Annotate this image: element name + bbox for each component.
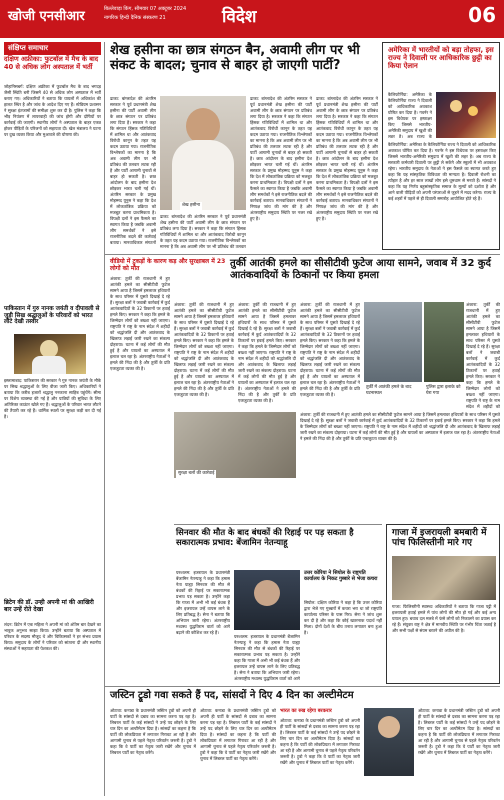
left-headline-2: पाकिस्तान में गुरु नानक जयंती व दीपावली से जुड़ी सिख श्रद्धालुओं के परिवारों को भारत लौटे देखी तस्वीर [4, 306, 100, 326]
netanyahu-photo [234, 570, 300, 630]
trudeau-article-col1: ओटावा: कनाडा के प्रधानमंत्री जस्टिन ट्रूडो को अपनी ही पार्टी के सांसदों से दबाव का सामना करना पड़ रहा है। लिबरल पार्टी के कई सांसदों ने उन्हें पद छोड़ने के लिए चार दिन का अल्टीमेटम दिया है। सांसदों का कहना है कि पार्टी की लोकप्रियता में लगातार गिरावट आ रही है और आगामी चुनाव से पहले नेतृत्व परिवर्तन जरूरी है। ट्रूडो ने कहा कि वे पार्टी का नेतृत्व जारी रखेंगे और चुनाव में लिबरल पार्टी का नेतृत्व करेंगे। [110, 708, 196, 755]
gaza-headline: गाजा में इजरायली बमबारी में पांच फिलिस्तीनी मारे गए [392, 528, 487, 549]
trudeau-article-col3: ओटावा: कनाडा के प्रधानमंत्री जस्टिन ट्रूडो को अपनी ही पार्टी के सांसदों से दबाव का सामना करना पड़ रहा है। लिबरल पार्टी के कई सांसदों ने उन्हें पद छोड़ने के लिए चार दिन का अल्टीमेटम दिया है। सांसदों का कहना है कि पार्टी की लोकप्रियता में लगातार गिरावट आ रही है और आगामी चुनाव से पहले नेतृत्व परिवर्तन जरूरी है। ट्रूडो ने कहा कि वे पार्टी का नेतृत्व जारी रखेंगे और चुनाव में लिबरल पार्टी का नेतृत्व करेंगे। [280, 718, 360, 765]
issue-date: बिल्लेवाड़ा किंग, सीमवार 07 अक्टूबर 2024 [104, 6, 187, 12]
terror-caption-2: पुलिस द्वारा इलाके को घेरा गया [424, 384, 464, 398]
newspaper-brand: खोजी एनसीआर [8, 9, 85, 24]
left-headline-1: दक्षिण अफ्रीका: फुटबॉल में मैच के बाद 40 से अधिक लोग अस्पताल में भर्ती [4, 55, 99, 71]
section-rule-2 [174, 524, 382, 525]
lead-article-col2: ढाका: बांग्लादेश की अंतरिम सरकार ने पूर्व प्रधानमंत्री शेख हसीना की पार्टी अवामी लीग के छात्र संगठन पर प्रतिबंध लगा दिया है। सरकार ने कहा कि संगठन हिंसक गतिविधियों में शामिल था और आतंकवाद विरोधी कानून के तहत यह कदम उठाया गया। राजनीतिक विश्लेषकों का मानना है कि अब अवामी लीग पर भी प्रतिबंध की तलवार [160, 214, 246, 249]
terror-intro-article: अंकारा: तुर्की की राजधानी में हुए आतंकी हमले का सीसीटीवी फुटेज सामने आया है जिसमें हमलावर हथियारों के साथ परिसर में घुसते दिखाई दे रहे हैं। सुरक्षा बलों ने जवाबी कार्रवाई में कुर्द आतंकवादियों के 32 ठिकानों पर हवाई हमले किए। सरकार ने कहा कि हमले के जिम्मेदार लोगों को बख्शा नहीं जाएगा। राष्ट्रपति ने राष्ट्र के नाम संदेश में शहीदों को श्रद्धांजलि दी और आतंकवाद के खिलाफ लड़ाई जारी रखने का संकल्प दोहराया। घटना में कई लोगों की मौत हुई है और घायलों का अस्पताल में इलाज चल रहा है। अंतरराष्ट्रीय नेताओं ने हमले की निंदा की है और तुर्की के प्रति एकजुटता व्यक्त की है। [110, 276, 170, 371]
terror-article-col1: अंकारा: तुर्की की राजधानी में हुए आतंकी हमले का सीसीटीवी फुटेज सामने आया है जिसमें हमलावर हथियारों के साथ परिसर में घुसते दिखाई दे रहे हैं। सुरक्षा बलों ने जवाबी कार्रवाई में कुर्द आतंकवादियों के 32 ठिकानों पर हवाई हमले किए। सरकार ने कहा कि हमले के जिम्मेदार लोगों को बख्शा नहीं जाएगा। राष्ट्रपति ने राष्ट्र के नाम संदेश में शहीदों को श्रद्धांजलि दी और आतंकवाद के खिलाफ लड़ाई जारी रखने का संकल्प दोहराया। घटना में कई लोगों की मौत हुई है और घायलों का अस्पताल में इलाज चल रहा है। अंतरराष्ट्रीय नेताओं ने हमले की निंदा की है और तुर्की के प्रति एकजुटता व्यक्त की है। [174, 302, 234, 397]
trudeau-headline: जस्टिन ट्रूडो गवा सकते हैं पद, सांसदों ने दिए 4 दिन का अल्टीमेटम [110, 690, 354, 701]
lead-photo [160, 96, 246, 210]
diya-light-shape-2 [468, 106, 478, 116]
lead-article-col3: ढाका: बांग्लादेश की अंतरिम सरकार ने पूर्व प्रधानमंत्री शेख हसीना की पार्टी अवामी लीग के छात्र संगठन पर प्रतिबंध लगा दिया है। सरकार ने कहा कि संगठन हिंसक गतिविधियों में शामिल था और आतंकवाद विरोधी कानून के तहत यह कदम उठाया गया। राजनीतिक विश्लेषकों का मानना है कि अब अवामी लीग पर भी प्रतिबंध की तलवार लटक रही है और पार्टी आगामी चुनावों से बाहर हो सकती है। छात्र आंदोलन के बाद हसीना देश छोड़कर भारत चली गई थीं। अंतरिम सरकार के प्रमुख मोहम्मद यूनुस ने कहा कि देश में लोकतांत्रिक प्रक्रिया को मजबूत करना प्राथमिकता है। विपक्षी दलों ने इस फैसले का स्वागत किया है जबकि अवामी लीग समर्थकों ने इसे राजनीतिक बदले की कार्रवाई बताया। मानवाधिकार संगठनों ने निष्पक्ष जांच की मांग की है और अंतरराष्ट्रीय समुदाय स्थिति पर नजर रखे हुए है। [250, 96, 312, 221]
left-headline-3: ब्रिटेन की डॉ. उन्ही अपनी मां की आखिरी बार उन्हें रोते देखा [4, 599, 94, 613]
terror-caption-3: सुरक्षा बलों की कार्रवाई [178, 471, 215, 476]
lead-photo-face [186, 108, 220, 144]
section-rule-3 [104, 686, 500, 687]
terror-caption-1: तुर्की में आतंकी हमले के बाद घटनास्थल [364, 384, 422, 398]
korea-headline: उत्तर कोरिया ने सियोल के राष्ट्रपति कार्यालय के निकट गुब्बारे से भेजा कचरा [304, 570, 378, 582]
edition-line: नागरिक हिन्दी दैनिक संस्करण 21 [104, 15, 166, 21]
terror-photo-2 [424, 302, 464, 382]
diya-light-shape [450, 100, 462, 112]
terror-photo-1 [364, 302, 422, 382]
gaza-photo [392, 556, 496, 600]
netanyahu-headline: सिनवार की मौत के बाद बंधकों की रिहाई पर पड़ सकता है सकारात्मक प्रभाव: बेंजामिन नेतन्याहू [176, 527, 354, 547]
trudeau-article-col4: ओटावा: कनाडा के प्रधानमंत्री जस्टिन ट्रूडो को अपनी ही पार्टी के सांसदों से दबाव का सामना करना पड़ रहा है। लिबरल पार्टी के कई सांसदों ने उन्हें पद छोड़ने के लिए चार दिन का अल्टीमेटम दिया है। सांसदों का कहना है कि पार्टी की लोकप्रियता में लगातार गिरावट आ रही है और आगामी चुनाव से पहले नेतृत्व परिवर्तन जरूरी है। ट्रूडो ने कहा कि वे पार्टी का नेतृत्व जारी रखेंगे और चुनाव में लिबरल पार्टी का नेतृत्व करेंगे। [418, 708, 500, 755]
netanyahu-article: यरुशलम: इजरायल के प्रधानमंत्री बेंजामिन नेतन्याहू ने कहा कि हमास नेता याह्या सिनवार की मौत से बंधकों की रिहाई पर सकारात्मक प्रभाव पड़ सकता है। उन्होंने कहा कि गाजा में अभी भी कई बंधक हैं और इजरायल उन्हें वापस लाने के लिए प्रतिबद्ध है। सेना ने बताया कि अभियान जारी रहेगा। अंतरराष्ट्रीय मध्यस्थ युद्धविराम वार्ता को आगे बढ़ाने की कोशिश कर रहे हैं। [176, 570, 230, 635]
lead-headline: शेख हसीना का छात्र संगठन बैन, अवामी लीग पर भी संकट के बादल; चुनाव से बाहर हो जाएगी पार्टी? [110, 43, 360, 73]
netanyahu-face-shape [254, 580, 280, 606]
brief-news-label: संक्षिप्त समाचार [4, 42, 101, 55]
left-article-3: लंदन: ब्रिटेन में एक महिला ने अपनी मां को अंतिम बार देखने का भावुक अनुभव साझा किया। उन्होंने बताया कि अस्पताल में परिवार के सदस्य मौजूद थे और चिकित्सकों ने हर संभव प्रयास किया। समुदाय के लोगों ने परिवार को सांत्वना दी और स्थानीय संस्थाओं ने सहायता की पेशकश की। [4, 622, 101, 651]
trudeau-face-shape [378, 716, 400, 738]
terror-article-col4: अंकारा: तुर्की की राजधानी में हुए आतंकी हमले का सीसीटीवी फुटेज सामने आया है जिसमें हमलावर हथियारों के साथ परिसर में घुसते दिखाई दे रहे हैं। सुरक्षा बलों ने जवाबी कार्रवाई में कुर्द आतंकवादियों के 32 ठिकानों पर हवाई हमले किए। सरकार ने कहा कि हमले के जिम्मेदार लोगों को बख्शा नहीं जाएगा। राष्ट्रपति ने राष्ट्र के नाम संदेश में शहीदों को [466, 302, 500, 409]
terror-article-col3: अंकारा: तुर्की की राजधानी में हुए आतंकी हमले का सीसीटीवी फुटेज सामने आया है जिसमें हमलावर हथियारों के साथ परिसर में घुसते दिखाई दे रहे हैं। सुरक्षा बलों ने जवाबी कार्रवाई में कुर्द आतंकवादियों के 32 ठिकानों पर हवाई हमले किए। सरकार ने कहा कि हमले के जिम्मेदार लोगों को बख्शा नहीं जाएगा। राष्ट्रपति ने राष्ट्र के नाम संदेश में शहीदों को श्रद्धांजलि दी और आतंकवाद के खिलाफ लड़ाई जारी रखने का संकल्प दोहराया। घटना में कई लोगों की मौत हुई है और घायलों का अस्पताल में इलाज चल रहा है। अंतरराष्ट्रीय नेताओं ने हमले की निंदा की है और तुर्की के प्रति एकजुटता व्यक्त की है। [300, 302, 360, 397]
right-headline: अमेरिका में भारतीयों को बड़ा तोहफा, इस राज्य ने दिवाली पर आधिकारिक छुट्टी का किया ऐलान [388, 46, 494, 71]
terror-photo-3 [174, 412, 296, 478]
trudeau-subhead: भारत का रुख रहेगा बरकरार [280, 708, 332, 714]
terror-headline: तुर्की आतंकी हमले का सीसीटीवी फुटेज आया सामने, जवाब में 32 कुर्द आतंकवादियों के ठिकानों पर किया हमला [230, 258, 491, 281]
right-article: कैलिफोर्निया: अमेरिका के कैलिफोर्निया राज्य ने दिवाली को आधिकारिक अवकाश घोषित कर दिया है। गवर्नर ने इस विधेयक पर हस्ताक्षर किए जिससे भारतीय-अमेरिकी समुदाय में खुशी की लहर है। अब राज्य के सरकारी कर्मचारी दिवाली पर छुट्टी ले सकेंगे और स्कूलों में भी अवकाश रहेगा। भारतीय समुदाय के नेताओं ने इस फैसले का स्वागत करते हुए कहा कि यह सांस्कृतिक विविधता की मान्यता है। दिवाली रोशनी का त्योहार है और हर साल लाखों लोग इसे धूमधाम से मनाते हैं। सांसदों ने कहा कि यह निर्णय बहुसांस्कृतिक समाज के मूल्यों को दर्शाता है और आने वाली पीढ़ियों को अपनी परंपराओं से जुड़ने में मदद करेगा। राज्य के कई शहरों में पहले से ही दिवाली समारोह आयोजित होते रहे हैं। [388, 142, 496, 201]
section-rule-1 [104, 254, 500, 255]
page-number: 06 [468, 3, 496, 27]
right-photo [436, 92, 496, 138]
netanyahu-article-2: यरुशलम: इजरायल के प्रधानमंत्री बेंजामिन नेतन्याहू ने कहा कि हमास नेता याह्या सिनवार की मौत से बंधकों की रिहाई पर सकारात्मक प्रभाव पड़ सकता है। उन्होंने कहा कि गाजा में अभी भी कई बंधक हैं और इजरायल उन्हें वापस लाने के लिए प्रतिबद्ध है। सेना ने बताया कि अभियान जारी रहेगा। अंतरराष्ट्रीय मध्यस्थ युद्धविराम वार्ता को आगे [234, 634, 300, 681]
left-article-1: जोहानिसबर्ग: दक्षिण अफ्रीका में फुटबॉल मैच के बाद भगदड़ जैसी स्थिति बनी जिसमें 40 से अधिक लोग अस्पताल में भर्ती कराए गए। अधिकारियों ने बताया कि घायलों में अधिकांश की हालत स्थिर है और जांच के आदेश दिए गए हैं। स्टेडियम प्रशासन ने सुरक्षा इंतजामों की समीक्षा शुरू कर दी है। पुलिस ने कहा कि भीड़ नियंत्रण में लापरवाही की जांच होगी और दोषियों पर कार्रवाई की जाएगी। स्थानीय लोगों ने अस्पताल के बाहर एकत्र होकर पीड़ितों के परिजनों को सहायता दी। खेल मंत्रालय ने घटना पर दुख व्यक्त किया और मुआवजे की घोषणा की। [4, 84, 101, 137]
lead-article-col1: ढाका: बांग्लादेश की अंतरिम सरकार ने पूर्व प्रधानमंत्री शेख हसीना की पार्टी अवामी लीग के छात्र संगठन पर प्रतिबंध लगा दिया है। सरकार ने कहा कि संगठन हिंसक गतिविधियों में शामिल था और आतंकवाद विरोधी कानून के तहत यह कदम उठाया गया। राजनीतिक विश्लेषकों का मानना है कि अब अवामी लीग पर भी प्रतिबंध की तलवार लटक रही है और पार्टी आगामी चुनावों से बाहर हो सकती है। छात्र आंदोलन के बाद हसीना देश छोड़कर भारत चली गई थीं। अंतरिम सरकार के प्रमुख मोहम्मद यूनुस ने कहा कि देश में लोकतांत्रिक प्रक्रिया को मजबूत करना प्राथमिकता है। विपक्षी दलों ने इस फैसले का स्वागत किया है जबकि अवामी लीग समर्थकों ने इसे राजनीतिक बदले की कार्रवाई बताया। मानवाधिकार संगठनों [110, 96, 156, 245]
lead-article-col4: ढाका: बांग्लादेश की अंतरिम सरकार ने पूर्व प्रधानमंत्री शेख हसीना की पार्टी अवामी लीग के छात्र संगठन पर प्रतिबंध लगा दिया है। सरकार ने कहा कि संगठन हिंसक गतिविधियों में शामिल था और आतंकवाद विरोधी कानून के तहत यह कदम उठाया गया। राजनीतिक विश्लेषकों का मानना है कि अब अवामी लीग पर भी प्रतिबंध की तलवार लटक रही है और पार्टी आगामी चुनावों से बाहर हो सकती है। छात्र आंदोलन के बाद हसीना देश छोड़कर भारत चली गई थीं। अंतरिम सरकार के प्रमुख मोहम्मद यूनुस ने कहा कि देश में लोकतांत्रिक प्रक्रिया को मजबूत करना प्राथमिकता है। विपक्षी दलों ने इस फैसले का स्वागत किया है जबकि अवामी लीग समर्थकों ने इसे राजनीतिक बदले की कार्रवाई बताया। मानवाधिकार संगठनों ने निष्पक्ष जांच की मांग की है और अंतरराष्ट्रीय समुदाय स्थिति पर नजर रखे हुए है। [316, 96, 378, 221]
left-article-2: इस्लामाबाद: पाकिस्तान की सरकार ने गुरु नानक जयंती के मौके पर सिख श्रद्धालुओं के लिए वीजा जारी किए। अधिकारियों ने बताया कि करीब हजारों श्रद्धालु ननकाना साहिब पहुंचेंगे। सीमा पर विशेष व्यवस्था की गई है और यात्रियों की सुविधा के लिए अतिरिक्त काउंटर खोले गए हैं। श्रद्धालुओं के परिवार भारत लौटने की तैयारी कर रहे हैं। धार्मिक स्थलों पर सुरक्षा कड़ी कर दी गई है। [4, 378, 101, 419]
left-photo [14, 334, 86, 374]
column-divider [104, 42, 105, 796]
terror-article-col2: अंकारा: तुर्की की राजधानी में हुए आतंकी हमले का सीसीटीवी फुटेज सामने आया है जिसमें हमलावर हथियारों के साथ परिसर में घुसते दिखाई दे रहे हैं। सुरक्षा बलों ने जवाबी कार्रवाई में कुर्द आतंकवादियों के 32 ठिकानों पर हवाई हमले किए। सरकार ने कहा कि हमले के जिम्मेदार लोगों को बख्शा नहीं जाएगा। राष्ट्रपति ने राष्ट्र के नाम संदेश में शहीदों को श्रद्धांजलि दी और आतंकवाद के खिलाफ लड़ाई जारी रखने का संकल्प दोहराया। घटना में कई लोगों की मौत हुई है और घायलों का अस्पताल में इलाज चल रहा है। अंतरराष्ट्रीय नेताओं ने हमले की निंदा की है और तुर्की के प्रति एकजुटता व्यक्त की है। [238, 302, 296, 403]
trudeau-article-col2: ओटावा: कनाडा के प्रधानमंत्री जस्टिन ट्रूडो को अपनी ही पार्टी के सांसदों से दबाव का सामना करना पड़ रहा है। लिबरल पार्टी के कई सांसदों ने उन्हें पद छोड़ने के लिए चार दिन का अल्टीमेटम दिया है। सांसदों का कहना है कि पार्टी की लोकप्रियता में लगातार गिरावट आ रही है और आगामी चुनाव से पहले नेतृत्व परिवर्तन जरूरी है। ट्रूडो ने कहा कि वे पार्टी का नेतृत्व जारी रखेंगे और चुनाव में लिबरल पार्टी का नेतृत्व करेंगे। [200, 708, 276, 761]
terror-intro-headline: वीडियो में टुकड़ों के कारण कड़ और सुरक्षाबल में 23 लोगों को मौत [110, 258, 226, 273]
korea-article: सियोल: दक्षिण कोरिया ने कहा है कि उत्तर कोरिया द्वारा भेजे गए गुब्बारों में कचरा भरा था जो राष्ट्रपति कार्यालय परिसर के पास गिरा। सेना ने जांच शुरू कर दी है और कहा कि कोई खतरनाक पदार्थ नहीं मिला। दोनों देशों के बीच तनाव लगातार बना हुआ है। [304, 600, 382, 635]
terror-article-lower: अंकारा: तुर्की की राजधानी में हुए आतंकी हमले का सीसीटीवी फुटेज सामने आया है जिसमें हमलावर हथियारों के साथ परिसर में घुसते दिखाई दे रहे हैं। सुरक्षा बलों ने जवाबी कार्रवाई में कुर्द आतंकवादियों के 32 ठिकानों पर हवाई हमले किए। सरकार ने कहा कि हमले के जिम्मेदार लोगों को बख्शा नहीं जाएगा। राष्ट्रपति ने राष्ट्र के नाम संदेश में शहीदों को श्रद्धांजलि दी और आतंकवाद के खिलाफ लड़ाई जारी रखने का संकल्प दोहराया। घटना में कई लोगों की मौत हुई है और घायलों का अस्पताल में इलाज चल रहा है। अंतरराष्ट्रीय नेताओं ने हमले की निंदा की है और तुर्की के प्रति एकजुटता व्यक्त की है। [300, 412, 500, 441]
section-title: विदेश [222, 7, 257, 27]
lead-photo-sari [172, 140, 234, 210]
trudeau-photo [364, 708, 414, 776]
portrait-body-shape [32, 356, 66, 374]
gaza-article: गाजा: फिलिस्तीनी स्वास्थ्य अधिकारियों ने बताया कि गाजा पट्टी में इजरायली हवाई हमले में पांच लोगों की मौत हो गई और कई अन्य घायल हुए। बचाव दल मलबे में फंसे लोगों को निकालने का प्रयास कर रहे हैं। संयुक्त राष्ट्र ने क्षेत्र में मानवीय स्थिति पर गंभीर चिंता जताई है और सभी पक्षों से संयम बरतने की अपील की है। [392, 604, 496, 633]
right-article-top: कैलिफोर्निया: अमेरिका के कैलिफोर्निया राज्य ने दिवाली को आधिकारिक अवकाश घोषित कर दिया है। गवर्नर ने इस विधेयक पर हस्ताक्षर किए जिससे भारतीय-अमेरिकी समुदाय में खुशी की लहर है। अब राज्य के [388, 92, 432, 138]
lead-photo-caption: शेख हसीना [182, 203, 200, 208]
masthead [0, 0, 504, 38]
